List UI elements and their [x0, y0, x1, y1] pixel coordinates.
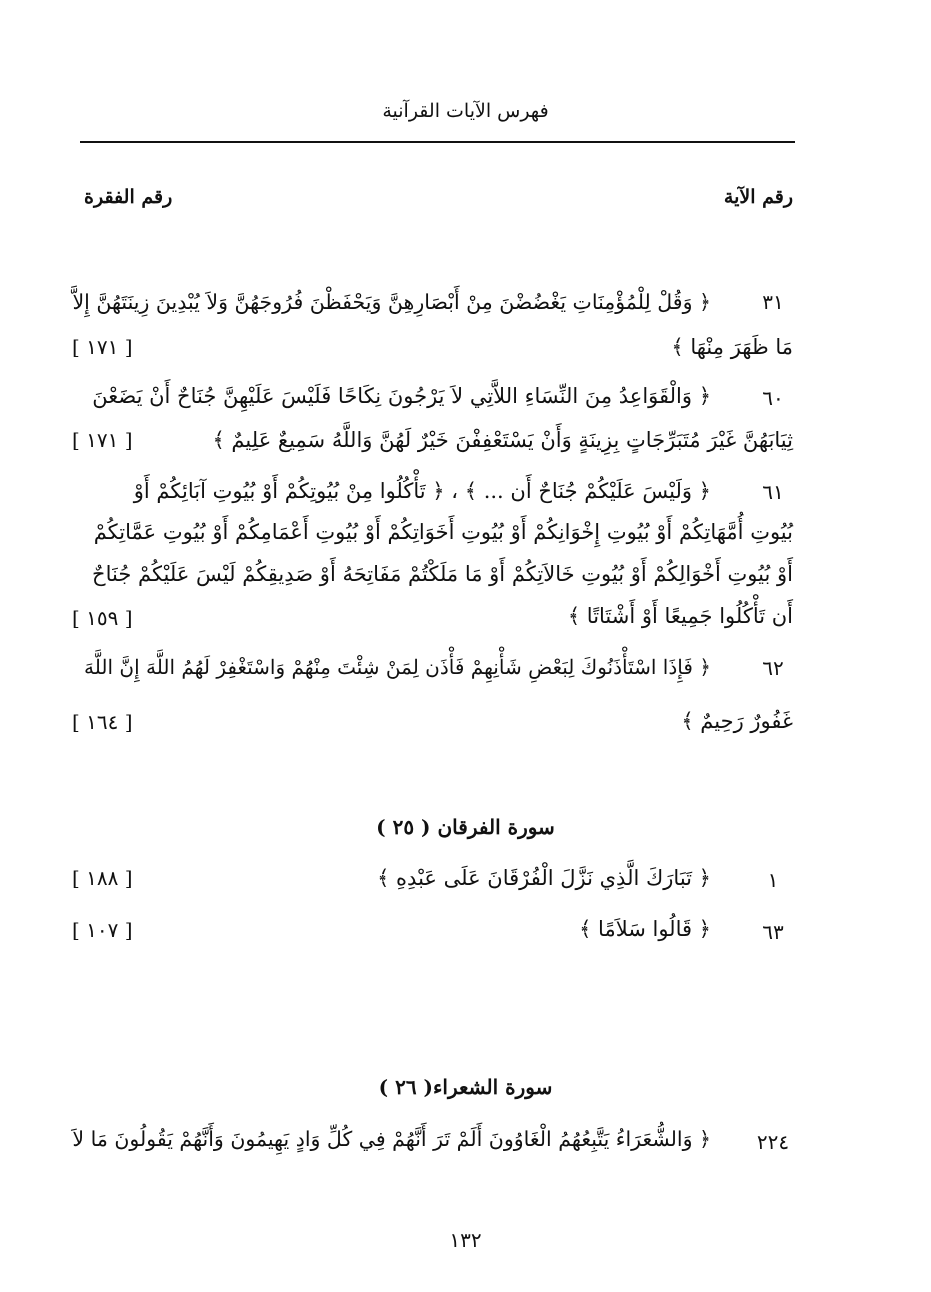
- paragraph-reference: [ ١٨٨ ]: [72, 866, 133, 890]
- verse-text-line: أَن تَأْكُلُوا جَمِيعًا أَوْ أَشْتَاتًا ﴾: [567, 604, 793, 628]
- surah-heading: ( ٢٦ )سورة الشعراء: [378, 1075, 553, 1099]
- running-header: فهرس الآيات القرآنية: [382, 100, 549, 122]
- verse-number: ٢٢٤: [756, 1130, 790, 1154]
- verse-number: ٦١: [762, 480, 784, 504]
- surah-heading: ( ٢٥ ) سورة الفرقان: [376, 815, 555, 839]
- verse-number: ٦٢: [762, 656, 784, 680]
- verse-text-line: ﴿ تَبَارَكَ الَّذِي نَزَّلَ الْفُرْقَانَ عَلَى عَبْدِهِ ﴾: [377, 866, 711, 890]
- paragraph-reference: [ ١٧١ ]: [72, 335, 133, 359]
- verse-text-line: ﴿ وَالْقَوَاعِدُ مِنَ النِّسَاءِ اللاَّتِي لاَ يَرْجُونَ نِكَاحًا فَلَيْسَ عَلَيْهِنَّ جُنَاحٌ أَنْ يَضَعْنَ: [92, 384, 711, 408]
- verse-text-line: مَا ظَهَرَ مِنْهَا ﴾: [671, 335, 793, 359]
- verse-text-line: ﴿ وَقُلْ لِلْمُؤْمِنَاتِ يَغْضُضْنَ مِنْ أَبْصَارِهِنَّ وَيَحْفَظْنَ فُرُوجَهُنَّ وَلاَ يُبْدِينَ زِينَتَهُنَّ إِلاَّ: [72, 290, 711, 314]
- page-number: ١٣٢: [449, 1228, 482, 1252]
- verse-number: ٣١: [762, 290, 784, 314]
- verse-text-line: ثِيَابَهُنَّ غَيْرَ مُتَبَرِّجَاتٍ بِزِينَةٍ وَأَنْ يَسْتَعْفِفْنَ خَيْرٌ لَهُنَّ وَاللَّهُ سَمِيعٌ عَلِيمٌ ﴾: [212, 428, 793, 452]
- verse-text-line: غَفُورٌ رَحِيمٌ ﴾: [681, 709, 793, 733]
- verse-text-line: ﴿ قَالُوا سَلاَمًا ﴾: [579, 917, 711, 941]
- paragraph-reference: [ ١٥٩ ]: [72, 606, 133, 630]
- paragraph-reference: [ ١٧١ ]: [72, 428, 133, 452]
- verse-number: ٦٠: [762, 386, 784, 410]
- column-heading-paragraph-number: رقم الفقرة: [84, 186, 173, 208]
- verse-text-line: ﴿ فَإِذَا اسْتَأْذَنُوكَ لِبَعْضِ شَأْنِهِمْ فَأْذَن لِمَنْ شِئْتَ مِنْهُمْ وَاسْتَغْفِرْ لَهُمُ اللَّهَ إِنَّ اللَّهَ: [84, 655, 711, 679]
- paragraph-reference: [ ١٠٧ ]: [72, 918, 133, 942]
- header-divider: [80, 141, 795, 143]
- verse-number: ١: [767, 868, 779, 892]
- verse-text-line: ﴿ وَلَيْسَ عَلَيْكُمْ جُنَاحٌ أَن ... ﴾ ، ﴿ تَأْكُلُوا مِنْ بُيُوتِكُمْ أَوْ بُيُوتِ آبَائِكُمْ أَوْ: [133, 479, 711, 503]
- verse-text-line: بُيُوتِ أُمَّهَاتِكُمْ أَوْ بُيُوتِ إِخْوَانِكُمْ أَوْ بُيُوتِ أَخَوَاتِكُمْ أَوْ بُيُوتِ أَعْمَامِكُمْ أَوْ بُيُوتِ عَمَّاتِكُمْ: [93, 520, 793, 544]
- verse-text-line: أَوْ بُيُوتِ أَخْوَالِكُمْ أَوْ بُيُوتِ خَالاَتِكُمْ أَوْ مَا مَلَكْتُمْ مَفَاتِحَهُ أَوْ صَدِيقِكُمْ لَيْسَ عَلَيْكُمْ جُنَاحٌ: [92, 562, 793, 586]
- verse-number: ٦٣: [762, 920, 784, 944]
- verse-text-line: ﴿ وَالشُّعَرَاءُ يَتَّبِعُهُمُ الْغَاوُونَ أَلَمْ تَرَ أَنَّهُمْ فِي كُلِّ وَادٍ يَهِيمُونَ وَأَنَّهُمْ يَقُولُونَ مَا لاَ: [72, 1127, 711, 1151]
- paragraph-reference: [ ١٦٤ ]: [72, 710, 133, 734]
- column-heading-verse-number: رقم الآية: [723, 186, 793, 208]
